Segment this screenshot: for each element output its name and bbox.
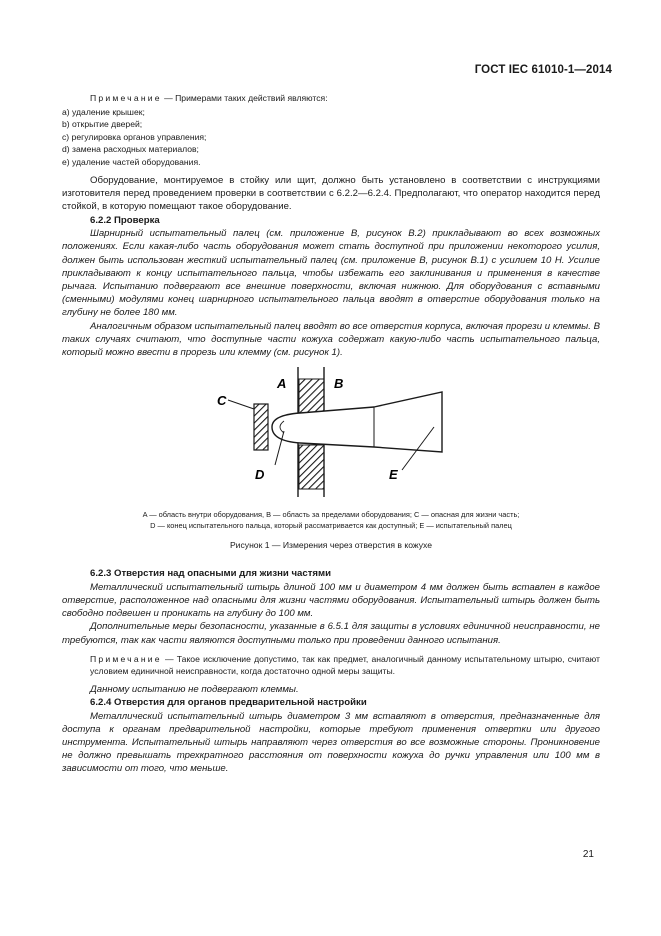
note-2: [62, 653, 600, 678]
note-2-text: — Такое исключение допустимо, так как предмет, аналогичный данному испытательному штырю, считают условием единичной неисправности, когда достаточно одной меры защиты.: [90, 653, 600, 677]
page-content: [62, 92, 600, 776]
note-1-label: Примечание: [90, 93, 162, 103]
list-item: e) удаление частей оборудования.: [62, 156, 201, 167]
wall-hatch-upper: [299, 379, 324, 415]
note-1: [62, 92, 600, 105]
note-2-label: Примечание: [90, 653, 162, 664]
paragraph-6-2-3-2: Дополнительные меры безопасности, указанные в 6.5.1 для защиты в условиях единичной неисправности, не требуются, так как части являются доступными только при проведении данного испытания.: [62, 621, 600, 646]
wall-hatch-lower: [299, 445, 324, 489]
figure-1-caption: Рисунок 1 — Измерения через отверстия в кожухе: [229, 540, 433, 551]
hazardous-part: [254, 404, 268, 450]
paragraph-6-2-3-1: Металлический испытательный штырь длиной 100 мм и диаметром 4 мм должен быть вставлен в каждое отверстие, расположенное над опасными для жизни частями оборудования. Испытательный штырь должен быть свободно подвешен и проникать на глубину до 100 мм.: [62, 581, 600, 620]
label-e: E: [389, 467, 398, 483]
paragraph-terminals: Данному испытанию не подвергают клеммы.: [90, 683, 299, 695]
section-heading-6-2-4: 6.2.4 Отверстия для органов предварительной настройки: [90, 697, 367, 709]
section-heading-6-2-3: 6.2.3 Отверстия над опасными для жизни частями: [90, 568, 331, 580]
legend-line-2: D — конец испытательного пальца, который рассматривается как доступный; E — испытательный палец: [150, 520, 512, 530]
note-1-text: — Примерами таких действий являются:: [161, 93, 328, 103]
list-item: b) открытие дверей;: [62, 119, 143, 129]
figure-1: [62, 367, 600, 587]
label-a: A: [277, 376, 287, 392]
leader-c: [228, 400, 254, 409]
list-item: d) замена расходных материалов;: [62, 144, 199, 154]
list-item: c) регулировка органов управления;: [62, 131, 207, 142]
list-item: a) удаление крышек;: [62, 106, 145, 117]
section-heading-6-2-2: 6.2.2 Проверка: [90, 214, 160, 226]
paragraph-rack: Оборудование, монтируемое в стойку или щит, должно быть установлено в соответствии с инструкциями изготовителя перед проведением проверки в соответствии с 6.2.2—6.2.4. Предполагают, что оператор находится перед стойкой, в которую помещают такое оборудование.: [62, 175, 600, 213]
document-header: ГОСТ IEC 61010-1—2014: [474, 64, 612, 76]
label-c: C: [217, 393, 227, 409]
label-d: D: [255, 467, 265, 483]
figure-1-drawing: [62, 367, 600, 587]
note-1-list: [62, 106, 600, 169]
legend-line-1: A — область внутри оборудования, B — область за пределами оборудования; C — опасная для жизни часть;: [142, 510, 520, 520]
paragraph-6-2-2-2: Аналогичным образом испытательный палец вводят во все отверстия корпуса, включая прорези и клеммы. В таких случаях считают, что доступные части кожуха содержат какую-либо часть испытательного пальца, который можно ввести в прорезь или клемму (см. рисунок 1).: [62, 320, 600, 359]
paragraph-6-2-2-1: Шарнирный испытательный палец (см. приложение В, рисунок В.2) прикладывают во всех возможных положениях. Если какая-либо часть оборудования может стать доступной при приложении некоторого усилия, должен быть использован жесткий испытательный палец (см. приложение В, рисунок В.1) с усилием 10 Н. Усилие прикладывают к концу испытательного пальца, чтобы избежать его заклинивания и применения в качестве рычага. Испытанию подвергают все внешние поверхности, включая нижнюю. Для оборудования с вставными (сменными) модулями конец шарнирного испытательного пальца вводят в отверстие оборудования только на глубину не более 180 мм.: [62, 228, 600, 319]
paragraph-6-2-4-1: Металлический испытательный штырь диаметром 3 мм вставляют в отверстия, предназначенные для доступа к органам предварительной настройки, которые требуют применения отвертки или другого инструмента. Испытательный штырь направляют через отверстия во все возможные стороны. Проникновение не должно превышать трехкратного расстояния от поверхности кожуха до ручки управления или 100 мм в зависимости от того, что меньше.: [62, 710, 600, 775]
label-b: B: [334, 376, 344, 392]
page-number: 21: [582, 849, 594, 860]
